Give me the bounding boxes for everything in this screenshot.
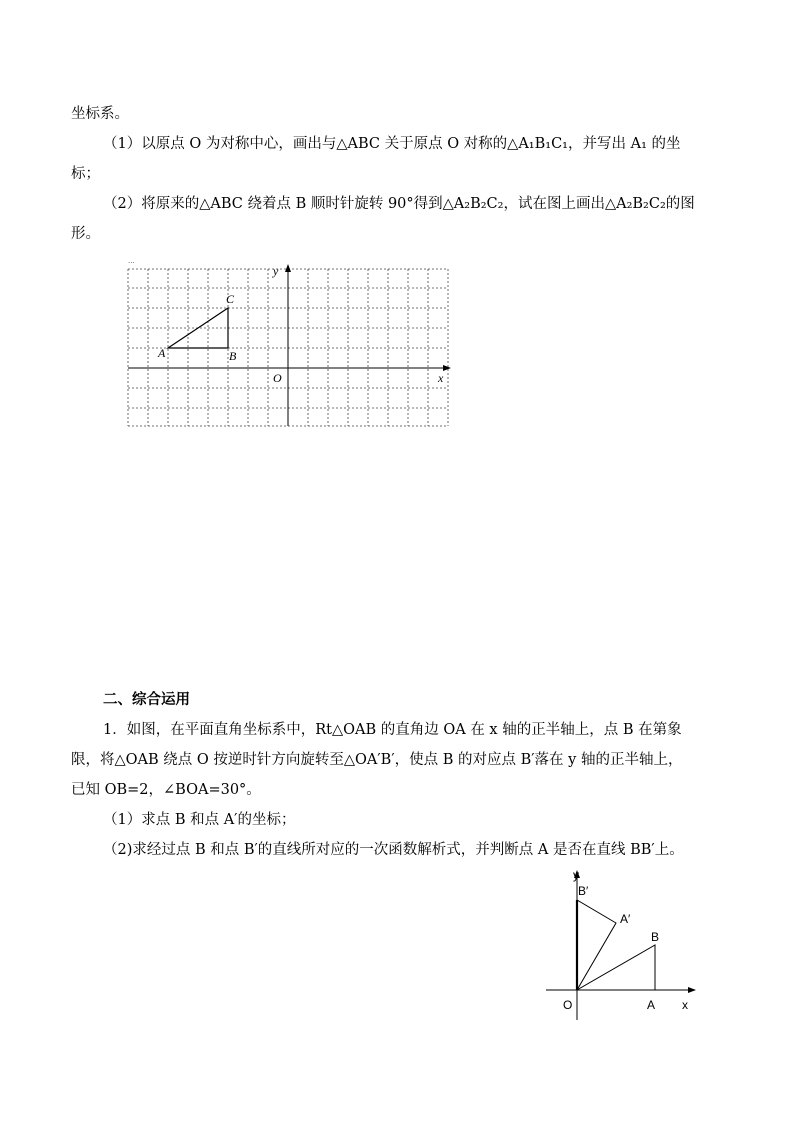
label-a-prime: A′ [620, 912, 631, 926]
question-1-line-2: 标； [71, 166, 100, 182]
section-heading: 二、综合运用 [103, 691, 190, 708]
problem-1-line-2: 限，将△OAB 绕点 O 按逆时针方向旋转至△OA′B′，使点 B 的对应点 B′落在 y 轴的正半轴上， [71, 752, 683, 768]
x-axis-arrow [688, 987, 696, 993]
y-axis-arrow [285, 264, 291, 272]
label-c: C [226, 292, 235, 306]
question-2-line-1: （2）将原来的△ABC 绕着点 B 顺时针旋转 90°得到△A₂B₂C₂，试在图上画出△A₂B₂C₂的图 [103, 196, 695, 212]
rotation-figure [540, 865, 710, 1015]
label-y-axis: y [573, 868, 579, 882]
problem-1-line-1: 1．如图，在平面直角坐标系中，Rt△OAB 的直角边 OA 在 x 轴的正半轴上，点 B 在第象 [103, 722, 682, 738]
problem-1-question-2: （2)求经过点 B 和点 B′的直线所对应的一次函数解析式，并判断点 A 是否在直线 BB′上。 [103, 842, 684, 858]
triangle-oa-prime-b-prime [577, 900, 616, 990]
label-b-prime: B′ [578, 884, 589, 898]
label-y-axis: y [273, 264, 279, 278]
question-2-line-2: 形。 [71, 226, 100, 242]
label-b: B [651, 930, 660, 944]
label-a: A [158, 346, 166, 360]
label-x-axis: x [682, 998, 688, 1012]
problem-1-question-1: （1）求点 B 和点 A′的坐标； [103, 812, 296, 828]
x-axis-arrow [443, 365, 451, 371]
label-x-axis: x [438, 371, 444, 385]
problem-1-line-3: 已知 OB=2，∠BOA=30°。 [71, 782, 261, 798]
grid-marker: ··· [128, 259, 135, 267]
label-a: A [647, 998, 656, 1012]
triangle-oab [577, 945, 655, 990]
label-origin: O [273, 371, 282, 385]
grid-figure [125, 258, 455, 433]
question-1-line-1: （1）以原点 O 为对称中心，画出与△ABC 关于原点 O 对称的△A₁B₁C₁，并写出 A₁ 的坐 [103, 136, 681, 152]
continuation-line: 坐标系。 [71, 106, 129, 122]
label-b: B [229, 349, 237, 363]
label-origin: O [563, 998, 573, 1012]
